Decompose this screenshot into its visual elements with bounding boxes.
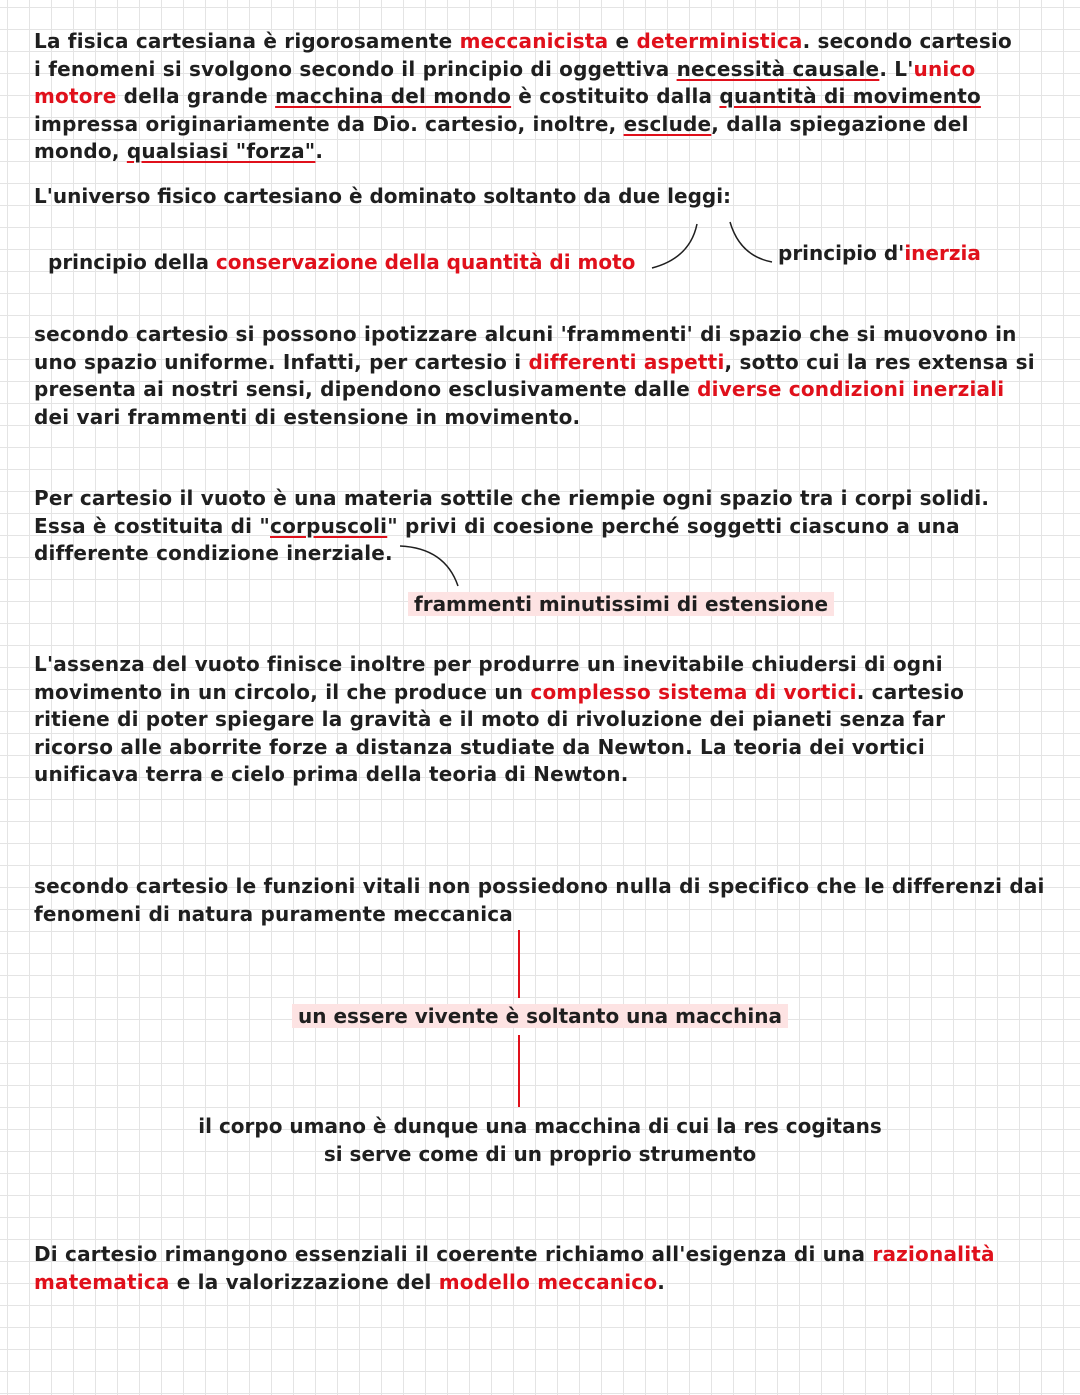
text: , dalla spiegazione del mondo,	[34, 111, 969, 163]
text: " privi di coesione perché soggetti ciascuno a una differente condizione inerziale.	[34, 513, 960, 565]
keyword-sistema-vortici: complesso sistema di vortici	[530, 679, 857, 704]
note-fragments: frammenti minutissimi di estensione	[408, 592, 834, 616]
text: .	[315, 139, 324, 163]
text: principio d'	[778, 241, 905, 265]
keyword-differenti-aspetti: differenti aspetti	[528, 349, 725, 374]
law-inertia	[778, 241, 981, 265]
keyword-deterministica: deterministica	[636, 29, 803, 53]
text: della grande	[116, 84, 276, 108]
text: L'assenza del vuoto finisce inoltre per produrre un inevitabile chiudersi di ogni movimento in un circolo, il che produce un	[34, 652, 943, 704]
body-machine-text	[180, 1113, 900, 1168]
text: impressa originariamente da Dio. cartesio, inoltre,	[34, 111, 624, 136]
paragraph-vortices	[34, 651, 994, 789]
keyword-modello-meccanico: modello meccanico	[438, 1269, 658, 1294]
text: il corpo umano è dunque una macchina di cui la res cogitans	[198, 1114, 882, 1138]
underlined-necessita-causale: necessità causale	[676, 56, 880, 81]
text: principio della	[48, 250, 216, 274]
underlined-esclude: esclude	[623, 111, 712, 136]
laws-intro: L'universo fisico cartesiano è dominato soltanto da due leggi:	[34, 184, 732, 208]
text: e	[608, 29, 637, 53]
law-right-connector	[730, 222, 772, 262]
text: è costituito dalla	[511, 84, 720, 108]
law-conservation	[48, 250, 635, 274]
text: Per cartesio il vuoto è una materia sottile che riempie ogni spazio tra i corpi solidi. Essa è costituita di "	[34, 486, 990, 538]
text: si serve come di un proprio strumento	[323, 1141, 757, 1166]
text: Di cartesio rimangono essenziali il coerente richiamo all'esigenza di una	[34, 1242, 873, 1266]
text: . L'	[879, 56, 914, 81]
box-living-being: un essere vivente è soltanto una macchina	[292, 1004, 788, 1028]
text: dei vari frammenti di estensione in movimento.	[34, 404, 581, 429]
law-left-connector	[652, 224, 697, 268]
keyword-razionalita-matematica: razionalità matematica	[34, 1242, 995, 1294]
keyword-conservazione: conservazione della quantità di moto	[215, 250, 636, 274]
paragraph-physics	[34, 28, 1014, 166]
text: , sotto cui la res extensa si presenta ai nostri sensi, dipendono esclusivamente dalle	[34, 349, 1035, 401]
text: secondo cartesio si possono ipotizzare alcuni 'frammenti' di spazio che si muovono in uno spazio uniforme. Infatti, per cartesio i	[34, 322, 1017, 374]
text: .	[657, 1269, 666, 1294]
underlined-qualsiasi-forza: qualsiasi "forza"	[126, 139, 316, 163]
keyword-condizioni-inerziali: diverse condizioni inerziali	[697, 377, 1005, 401]
paragraph-vital-functions: secondo cartesio le funzioni vitali non possiedono nulla di specifico che le differenzi dai fenomeni di natura puramente meccanica	[34, 874, 1045, 926]
keyword-unico-motore: unico motore	[34, 56, 976, 108]
text: e la valorizzazione del	[169, 1269, 439, 1294]
text: La fisica cartesiana è rigorosamente	[34, 29, 460, 53]
paragraph-fragments	[34, 321, 1044, 431]
keyword-meccanicista: meccanicista	[459, 29, 609, 53]
underlined-macchina-del-mondo: macchina del mondo	[275, 84, 512, 108]
text: . secondo cartesio i fenomeni si svolgono secondo il principio di oggettiva	[34, 29, 1012, 81]
paragraph-conclusion	[34, 1241, 1024, 1296]
underlined-quantita-di-movimento: quantità di movimento	[719, 84, 981, 108]
keyword-inerzia: inerzia	[904, 241, 981, 265]
text: . cartesio ritiene di poter spiegare la gravità e il moto di rivoluzione dei pianeti senza far ricorso alle aborrite forze a distanza studiate da Newton. La teoria dei vortici unificava terra e cielo prima della teoria di Newton.	[34, 679, 965, 786]
underlined-corpuscoli: corpuscoli	[270, 513, 388, 538]
paragraph-void	[34, 485, 1024, 568]
